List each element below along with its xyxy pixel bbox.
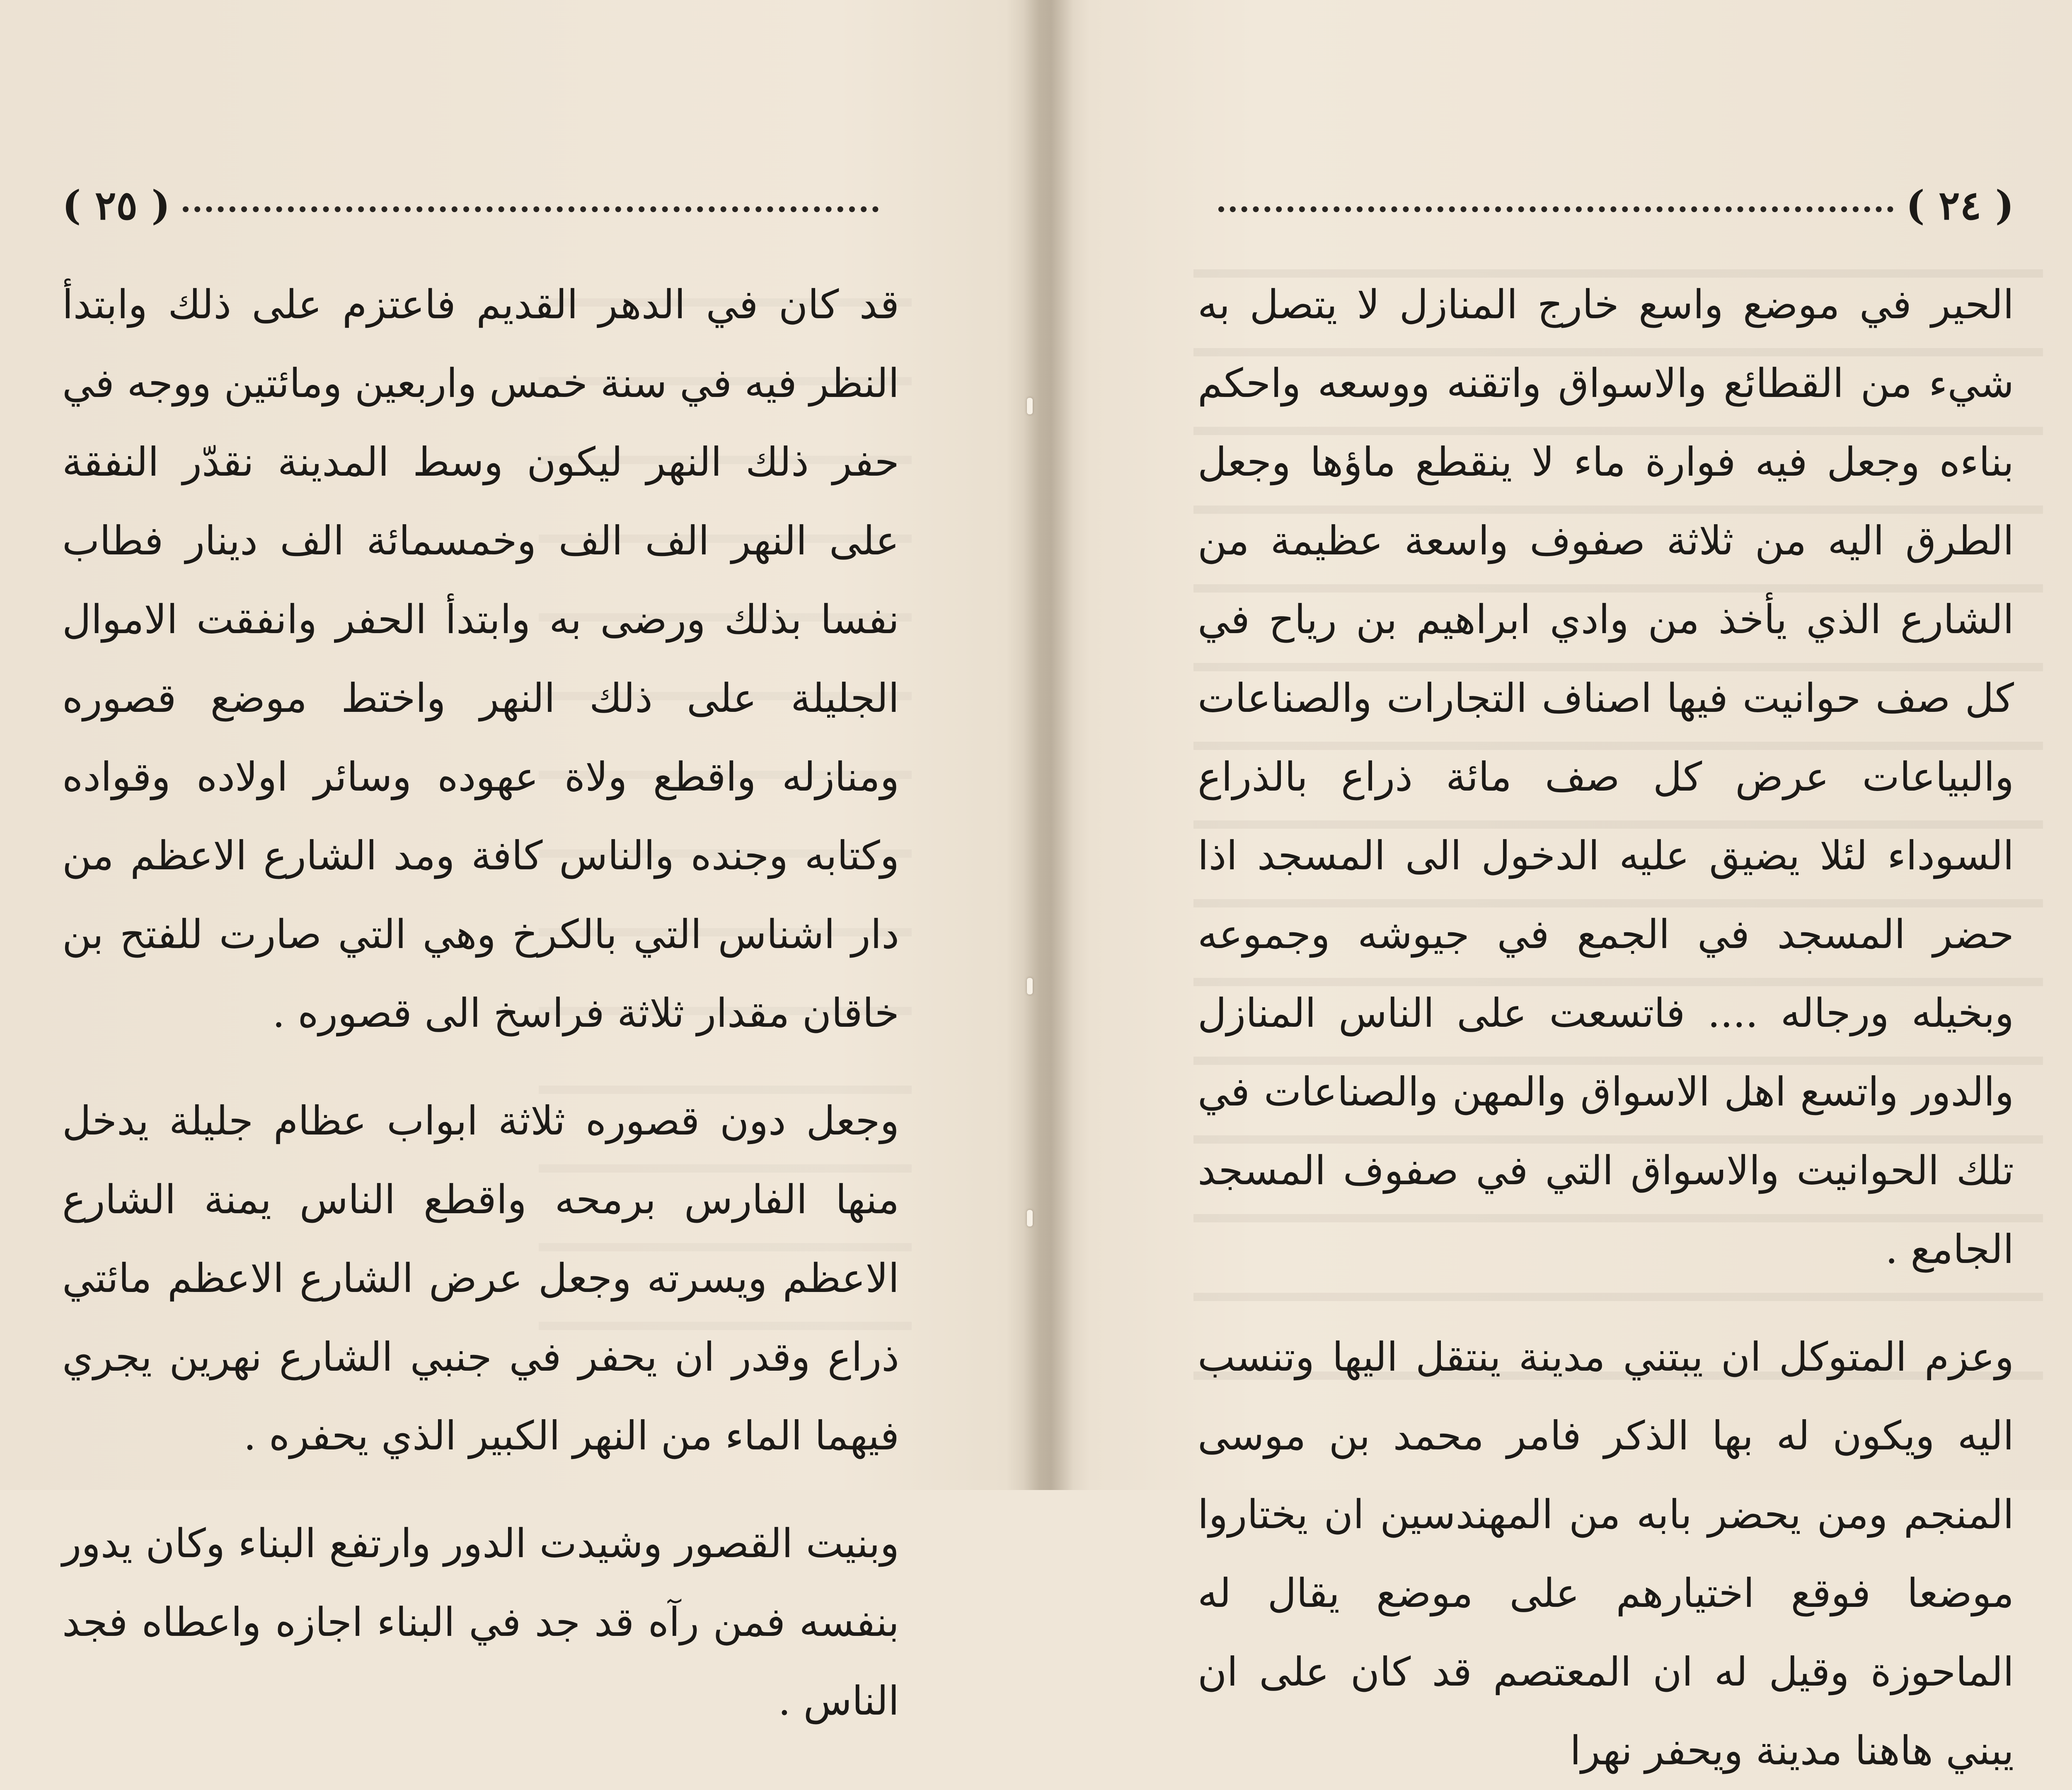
left-paragraph-2: وجعل دون قصوره ثلاثة ابواب عظام جليلة يدخل منها الفارس برمحه واقطع الناس يمنة الشارع الاعظم ويسرته وجعل عرض الشارع الاعظم مائتي ذراع وقدر ان يحفر في جنبي الشارع نهرين يجري فيهما الماء من النهر الكبير الذي يحفره . xyxy=(62,1098,899,1459)
right-paragraph-1: الحير في موضع واسع خارج المنازل لا يتصل به شيء من القطائع والاسواق واتقنه ووسعه واحكم بناءه وجعل فيه فوارة ماء لا ينقطع ماؤها وجعل الطرق اليه من ثلاثة صفوف واسعة عظيمة من الشارع الذي يأخذ من وادي ابراهيم بن رياح في كل صف حوانيت فيها اصناف التجارات والصناعات والبياعات عرض كل صف مائة ذراع بالذراع السوداء لئلا يضيق عليه الدخول الى المسجد اذا حضر المسجد في الجمع في جيوشه وجموعه وبخيله ورجاله .... فاتسعت على الناس المنازل والدور واتسع اهل الاسواق والمهن والصناعات في تلك الحوانيت والاسواق التي في صفوف المسجد الجامع . xyxy=(1198,281,2014,1272)
left-page-number: ( ٢٥ ) xyxy=(62,181,170,229)
right-page xyxy=(1061,0,2072,1774)
left-page-header xyxy=(62,182,891,228)
left-page-text xyxy=(62,265,899,1740)
header-dotted-rule xyxy=(1218,206,1893,212)
right-page-number: ( ٢٤ ) xyxy=(1906,181,2014,229)
left-paragraph-3: وبنيت القصور وشيدت الدور وارتفع البناء وكان يدور بنفسه فمن رآه قد جد في البناء اجازه واعطاه فجد الناس . xyxy=(62,1520,900,1724)
right-paragraph-2: وعزم المتوكل ان يبتني مدينة ينتقل اليها وتنسب اليه ويكون له بها الذكر فامر محمد بن موسى المنجم ومن يحضر بابه من المهندسين ان يختاروا موضعا فوقع اختيارهم على موضع يقال له الماحوزة وقيل له ان المعتصم قد كان على ان يبني هاهنا مدينة ويحفر نهرا xyxy=(1198,1334,2014,1774)
header-dotted-rule xyxy=(183,206,879,212)
left-paragraph-1: قد كان في الدهر القديم فاعتزم على ذلك وابتدأ النظر فيه في سنة خمس واربعين ومائتين ووجه في حفر ذلك النهر ليكون وسط المدينة نقدّر النفقة على النهر الف الف وخمسمائة الف دينار فطاب نفسا بذلك ورضى به وابتدأ الحفر وانفقت الاموال الجليلة على ذلك النهر واختط موضع قصوره ومنازله واقطع ولاة عهوده وسائر اولاده وقواده وكتابه وجنده والناس كافة ومد الشارع الاعظم من دار اشناس التي بالكرخ وهي التي صارت للفتح بن خاقان مقدار ثلاثة فراسخ الى قصوره . xyxy=(62,281,899,1036)
left-page xyxy=(0,0,1036,1724)
right-page-text xyxy=(1198,265,2014,1790)
right-page-header xyxy=(1206,182,2014,228)
